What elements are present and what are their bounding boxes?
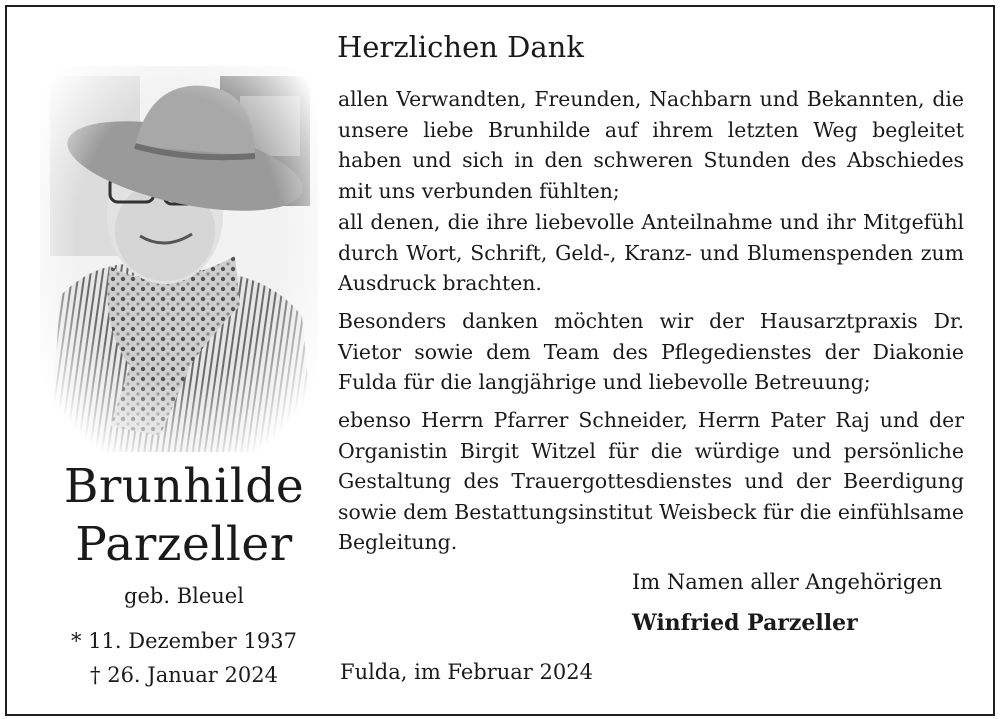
thanks-paragraph: allen Verwandten, Freunden, Nachbarn und Bekannten, die unsere liebe Brunhilde auf ihrem letzten Weg begleitet haben und sich in den schweren Stunden des Abschiedes mit uns verbunden fühlten; (338, 87, 964, 203)
thanks-paragraph: all denen, die ihre liebevolle Anteilnahme und ihr Mitgefühl durch Wort, Schrift, Geld-, Kranz- und Blumenspenden zum Ausdruck brachten. (338, 210, 964, 295)
deceased-first-name: Brunhilde (63, 459, 305, 514)
deceased-birth-name: geb. Bleuel (124, 584, 244, 608)
notice-title: Herzlichen Dank (337, 30, 584, 64)
signature-name: Winfried Parzeller (632, 610, 858, 636)
thanks-paragraph: ebenso Herrn Pfarrer Schneider, Herrn Pater Raj und der Organistin Birgit Witzel für die würdige und persönliche Gestaltung des Trauergottesdienstes und der Beerdigung sowie dem Bestattungsinstitut Weisbeck für die einfühlsame Begleitung. (338, 408, 964, 554)
place-date: Fulda, im Februar 2024 (340, 660, 593, 684)
portrait-photo (40, 66, 318, 452)
death-date: † 26. Januar 2024 (90, 663, 278, 687)
thanks-paragraph: Besonders danken möchten wir der Hausarztpraxis Dr. Vietor sowie dem Team des Pflegedienstes der Diakonie Fulda für die langjährige und liebevolle Betreuung; (338, 309, 964, 394)
signature-label: Im Namen aller Angehörigen (632, 570, 943, 594)
deceased-last-name: Parzeller (75, 517, 293, 572)
birth-date: * 11. Dezember 1937 (71, 629, 297, 653)
